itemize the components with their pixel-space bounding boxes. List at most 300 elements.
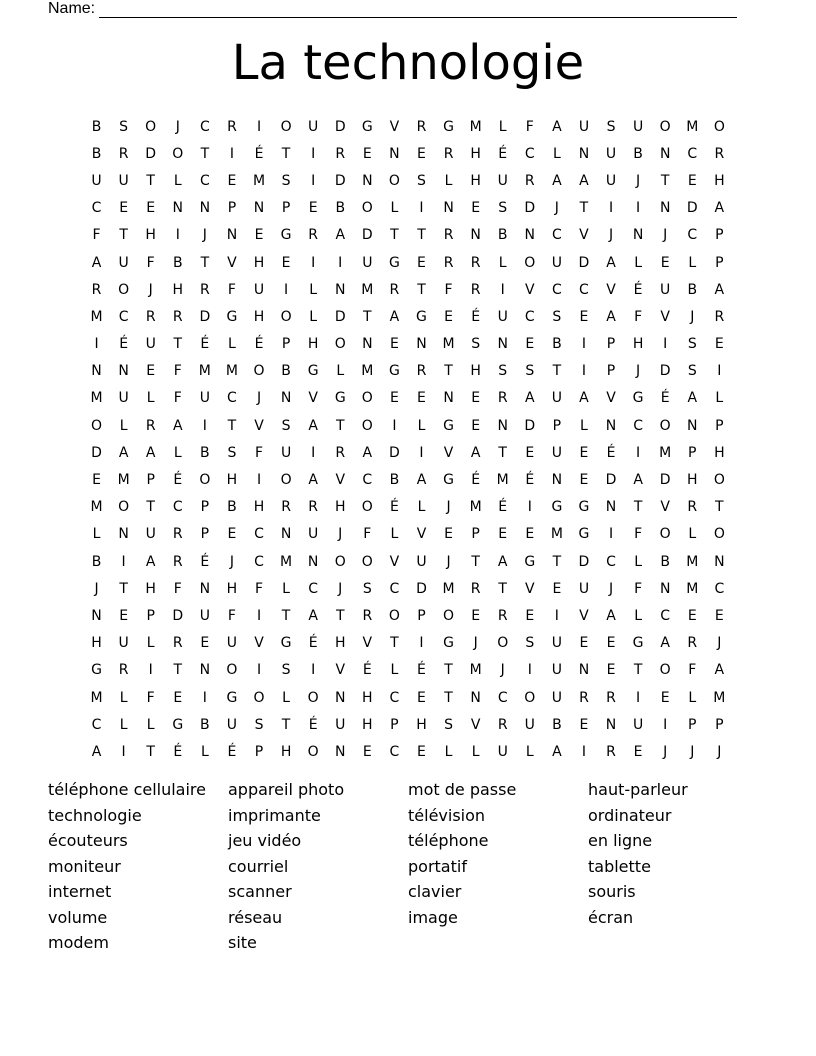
- grid-letter[interactable]: A: [91, 743, 102, 760]
- grid-letter[interactable]: O: [361, 390, 373, 407]
- grid-letter[interactable]: M: [469, 118, 482, 135]
- grid-letter[interactable]: I: [663, 716, 668, 733]
- grid-letter[interactable]: C: [579, 281, 589, 298]
- grid-letter[interactable]: V: [389, 553, 400, 570]
- grid-letter[interactable]: É: [227, 743, 237, 760]
- grid-letter[interactable]: T: [335, 607, 345, 624]
- grid-letter[interactable]: N: [659, 145, 671, 162]
- grid-letter[interactable]: U: [497, 172, 508, 189]
- grid-letter[interactable]: R: [443, 227, 454, 244]
- grid-letter[interactable]: V: [227, 254, 237, 271]
- grid-letter[interactable]: N: [443, 200, 454, 217]
- grid-letter[interactable]: N: [226, 227, 238, 244]
- grid-letter[interactable]: R: [416, 363, 427, 380]
- grid-letter[interactable]: T: [200, 254, 210, 271]
- grid-letter[interactable]: E: [227, 172, 237, 189]
- grid-letter[interactable]: T: [281, 145, 291, 162]
- grid-letter[interactable]: R: [579, 689, 589, 706]
- grid-letter[interactable]: B: [660, 553, 670, 570]
- grid-letter[interactable]: U: [118, 635, 129, 652]
- grid-letter[interactable]: M: [252, 172, 266, 189]
- grid-letter[interactable]: I: [202, 417, 207, 434]
- grid-letter[interactable]: D: [524, 417, 536, 434]
- grid-letter[interactable]: D: [659, 363, 671, 380]
- grid-letter[interactable]: A: [335, 227, 346, 244]
- grid-letter[interactable]: T: [173, 336, 183, 353]
- grid-letter[interactable]: L: [390, 200, 399, 217]
- grid-letter[interactable]: É: [417, 662, 426, 679]
- grid-letter[interactable]: E: [471, 390, 481, 407]
- grid-letter[interactable]: L: [282, 580, 290, 597]
- grid-letter[interactable]: E: [417, 254, 426, 271]
- grid-letter[interactable]: N: [118, 363, 129, 380]
- grid-letter[interactable]: L: [146, 390, 155, 407]
- grid-letter[interactable]: M: [686, 553, 699, 570]
- grid-letter[interactable]: T: [417, 227, 426, 244]
- grid-letter[interactable]: M: [469, 499, 482, 516]
- grid-letter[interactable]: C: [389, 743, 400, 760]
- grid-letter[interactable]: I: [636, 200, 641, 217]
- grid-letter[interactable]: T: [119, 227, 128, 244]
- grid-letter[interactable]: F: [92, 227, 101, 244]
- grid-letter[interactable]: H: [416, 716, 427, 733]
- grid-letter[interactable]: I: [175, 227, 180, 244]
- grid-letter[interactable]: J: [256, 390, 262, 407]
- grid-letter[interactable]: C: [687, 145, 698, 162]
- grid-letter[interactable]: É: [471, 308, 481, 325]
- grid-letter[interactable]: L: [146, 635, 155, 652]
- grid-letter[interactable]: R: [118, 145, 129, 162]
- grid-letter[interactable]: H: [145, 580, 156, 597]
- grid-letter[interactable]: A: [470, 444, 481, 461]
- grid-letter[interactable]: A: [91, 254, 102, 271]
- grid-letter[interactable]: R: [443, 254, 454, 271]
- grid-letter[interactable]: T: [498, 580, 507, 597]
- grid-letter[interactable]: E: [471, 417, 481, 434]
- grid-letter[interactable]: É: [308, 635, 318, 652]
- grid-letter[interactable]: J: [446, 499, 451, 516]
- grid-letter[interactable]: E: [119, 200, 129, 217]
- grid-letter[interactable]: I: [636, 689, 641, 706]
- grid-letter[interactable]: T: [633, 499, 643, 516]
- grid-letter[interactable]: I: [311, 145, 316, 162]
- grid-letter[interactable]: J: [608, 227, 614, 244]
- grid-letter[interactable]: R: [497, 716, 508, 733]
- grid-letter[interactable]: O: [388, 172, 400, 189]
- grid-letter[interactable]: H: [334, 499, 346, 516]
- grid-letter[interactable]: E: [525, 526, 535, 543]
- grid-letter[interactable]: L: [688, 689, 697, 706]
- grid-letter[interactable]: S: [362, 580, 372, 597]
- grid-letter[interactable]: R: [281, 499, 291, 516]
- grid-letter[interactable]: C: [362, 472, 373, 489]
- grid-letter[interactable]: J: [608, 580, 614, 597]
- grid-letter[interactable]: D: [91, 444, 102, 461]
- grid-letter[interactable]: N: [470, 689, 481, 706]
- grid-letter[interactable]: G: [307, 363, 319, 380]
- grid-letter[interactable]: D: [605, 472, 617, 489]
- grid-letter[interactable]: V: [335, 472, 346, 489]
- grid-letter[interactable]: H: [172, 281, 184, 298]
- grid-letter[interactable]: N: [172, 200, 184, 217]
- grid-letter[interactable]: S: [281, 662, 291, 679]
- grid-letter[interactable]: J: [663, 743, 668, 760]
- grid-letter[interactable]: V: [362, 635, 373, 652]
- grid-letter[interactable]: E: [308, 200, 318, 217]
- grid-letter[interactable]: C: [524, 308, 535, 325]
- grid-letter[interactable]: D: [389, 444, 400, 461]
- grid-letter[interactable]: H: [253, 254, 265, 271]
- grid-letter[interactable]: O: [334, 553, 346, 570]
- grid-letter[interactable]: C: [308, 580, 319, 597]
- grid-letter[interactable]: U: [551, 444, 562, 461]
- grid-letter[interactable]: I: [311, 444, 316, 461]
- grid-letter[interactable]: E: [417, 145, 426, 162]
- grid-letter[interactable]: E: [146, 200, 156, 217]
- grid-letter[interactable]: C: [633, 417, 643, 434]
- grid-letter[interactable]: D: [524, 200, 536, 217]
- grid-letter[interactable]: M: [659, 444, 672, 461]
- grid-letter[interactable]: T: [579, 200, 589, 217]
- grid-letter[interactable]: G: [416, 308, 427, 325]
- grid-letter[interactable]: E: [525, 444, 535, 461]
- grid-letter[interactable]: L: [200, 743, 209, 760]
- grid-letter[interactable]: A: [687, 390, 698, 407]
- grid-letter[interactable]: N: [335, 281, 346, 298]
- grid-letter[interactable]: V: [416, 526, 427, 543]
- grid-letter[interactable]: I: [581, 336, 587, 353]
- grid-letter[interactable]: N: [605, 417, 617, 434]
- grid-letter[interactable]: B: [91, 145, 102, 162]
- grid-letter[interactable]: É: [200, 553, 210, 570]
- grid-letter[interactable]: E: [687, 172, 697, 189]
- grid-letter[interactable]: C: [199, 172, 210, 189]
- grid-letter[interactable]: E: [444, 308, 453, 325]
- grid-letter[interactable]: S: [498, 200, 508, 217]
- grid-letter[interactable]: I: [581, 363, 587, 380]
- grid-letter[interactable]: H: [470, 145, 481, 162]
- grid-letter[interactable]: N: [578, 145, 590, 162]
- grid-letter[interactable]: N: [91, 363, 102, 380]
- grid-letter[interactable]: A: [606, 607, 616, 624]
- grid-letter[interactable]: U: [632, 716, 644, 733]
- grid-letter[interactable]: V: [606, 390, 616, 407]
- grid-letter[interactable]: J: [690, 308, 695, 325]
- grid-letter[interactable]: V: [389, 118, 400, 135]
- grid-letter[interactable]: J: [446, 553, 451, 570]
- grid-letter[interactable]: A: [633, 472, 643, 489]
- grid-letter[interactable]: O: [172, 145, 184, 162]
- grid-letter[interactable]: R: [470, 281, 481, 298]
- grid-letter[interactable]: F: [254, 444, 264, 461]
- grid-letter[interactable]: P: [254, 743, 264, 760]
- grid-letter[interactable]: O: [361, 499, 373, 516]
- grid-letter[interactable]: B: [200, 444, 210, 461]
- grid-letter[interactable]: E: [417, 743, 426, 760]
- grid-letter[interactable]: L: [119, 689, 128, 706]
- grid-letter[interactable]: A: [660, 635, 670, 652]
- grid-letter[interactable]: O: [524, 689, 536, 706]
- grid-letter[interactable]: H: [145, 227, 156, 244]
- grid-letter[interactable]: E: [471, 200, 481, 217]
- grid-letter[interactable]: E: [417, 689, 426, 706]
- grid-letter[interactable]: E: [471, 607, 481, 624]
- grid-letter[interactable]: P: [715, 254, 724, 271]
- grid-letter[interactable]: T: [390, 227, 399, 244]
- grid-letter[interactable]: U: [497, 308, 508, 325]
- grid-letter[interactable]: C: [91, 200, 102, 217]
- grid-letter[interactable]: C: [389, 580, 400, 597]
- grid-letter[interactable]: T: [660, 172, 670, 189]
- grid-letter[interactable]: R: [606, 743, 616, 760]
- grid-letter[interactable]: J: [663, 227, 668, 244]
- grid-letter[interactable]: B: [172, 254, 183, 271]
- grid-letter[interactable]: I: [311, 662, 316, 679]
- grid-letter[interactable]: P: [715, 227, 724, 244]
- grid-letter[interactable]: M: [361, 363, 374, 380]
- grid-letter[interactable]: B: [335, 200, 346, 217]
- grid-letter[interactable]: A: [606, 254, 616, 271]
- grid-letter[interactable]: T: [281, 607, 291, 624]
- grid-letter[interactable]: J: [554, 200, 559, 217]
- grid-letter[interactable]: J: [338, 526, 343, 543]
- grid-letter[interactable]: D: [199, 308, 211, 325]
- grid-letter[interactable]: U: [118, 390, 129, 407]
- grid-letter[interactable]: E: [552, 580, 562, 597]
- grid-letter[interactable]: M: [117, 472, 130, 489]
- grid-letter[interactable]: L: [390, 662, 399, 679]
- grid-letter[interactable]: J: [473, 635, 478, 652]
- grid-letter[interactable]: V: [308, 390, 318, 407]
- grid-letter[interactable]: S: [471, 336, 481, 353]
- grid-letter[interactable]: G: [388, 363, 400, 380]
- grid-letter[interactable]: I: [256, 472, 262, 489]
- grid-letter[interactable]: J: [202, 227, 207, 244]
- grid-letter[interactable]: U: [226, 635, 238, 652]
- grid-letter[interactable]: O: [713, 526, 725, 543]
- grid-letter[interactable]: J: [636, 363, 641, 380]
- grid-letter[interactable]: N: [91, 607, 102, 624]
- grid-letter[interactable]: R: [199, 281, 210, 298]
- grid-letter[interactable]: B: [687, 281, 698, 298]
- grid-letter[interactable]: C: [227, 390, 237, 407]
- grid-letter[interactable]: I: [284, 281, 289, 298]
- grid-letter[interactable]: J: [229, 553, 234, 570]
- grid-letter[interactable]: U: [280, 444, 292, 461]
- grid-letter[interactable]: H: [362, 689, 373, 706]
- grid-letter[interactable]: P: [471, 526, 480, 543]
- grid-letter[interactable]: T: [444, 689, 453, 706]
- grid-letter[interactable]: H: [470, 172, 481, 189]
- grid-letter[interactable]: G: [443, 417, 454, 434]
- grid-letter[interactable]: E: [579, 635, 589, 652]
- grid-letter[interactable]: H: [470, 363, 481, 380]
- grid-letter[interactable]: E: [362, 145, 372, 162]
- grid-letter[interactable]: G: [334, 390, 346, 407]
- grid-letter[interactable]: F: [173, 580, 182, 597]
- grid-letter[interactable]: G: [388, 254, 400, 271]
- grid-letter[interactable]: N: [280, 390, 292, 407]
- grid-letter[interactable]: L: [444, 172, 453, 189]
- grid-letter[interactable]: G: [551, 499, 563, 516]
- grid-letter[interactable]: L: [119, 417, 128, 434]
- grid-letter[interactable]: N: [307, 553, 319, 570]
- grid-letter[interactable]: T: [227, 417, 237, 434]
- grid-letter[interactable]: S: [444, 716, 453, 733]
- grid-letter[interactable]: T: [146, 499, 155, 516]
- grid-letter[interactable]: B: [91, 553, 102, 570]
- grid-letter[interactable]: M: [90, 689, 103, 706]
- grid-letter[interactable]: É: [308, 716, 318, 733]
- grid-letter[interactable]: U: [308, 118, 319, 135]
- grid-letter[interactable]: V: [254, 635, 264, 652]
- grid-letter[interactable]: T: [146, 743, 155, 760]
- grid-letter[interactable]: T: [552, 553, 562, 570]
- grid-letter[interactable]: F: [363, 526, 372, 543]
- grid-letter[interactable]: F: [688, 662, 697, 679]
- grid-letter[interactable]: I: [256, 607, 262, 624]
- grid-letter[interactable]: A: [579, 172, 589, 189]
- grid-letter[interactable]: E: [227, 526, 237, 543]
- grid-letter[interactable]: I: [148, 662, 153, 679]
- grid-letter[interactable]: U: [199, 390, 210, 407]
- grid-letter[interactable]: O: [253, 689, 265, 706]
- grid-letter[interactable]: G: [578, 499, 590, 516]
- grid-letter[interactable]: O: [361, 200, 373, 217]
- grid-letter[interactable]: M: [361, 281, 374, 298]
- grid-letter[interactable]: A: [714, 281, 725, 298]
- grid-letter[interactable]: G: [226, 308, 238, 325]
- grid-letter[interactable]: N: [605, 499, 617, 516]
- grid-letter[interactable]: U: [551, 662, 562, 679]
- grid-letter[interactable]: A: [714, 200, 725, 217]
- grid-letter[interactable]: I: [311, 172, 316, 189]
- grid-letter[interactable]: É: [254, 145, 264, 162]
- grid-letter[interactable]: H: [307, 336, 319, 353]
- grid-letter[interactable]: F: [634, 580, 643, 597]
- grid-letter[interactable]: C: [172, 499, 183, 516]
- grid-letter[interactable]: B: [633, 145, 643, 162]
- grid-letter[interactable]: N: [416, 336, 427, 353]
- grid-letter[interactable]: I: [338, 254, 343, 271]
- grid-letter[interactable]: B: [389, 472, 400, 489]
- grid-letter[interactable]: I: [608, 526, 614, 543]
- grid-letter[interactable]: O: [659, 662, 671, 679]
- grid-letter[interactable]: V: [525, 281, 535, 298]
- grid-letter[interactable]: T: [146, 172, 155, 189]
- grid-letter[interactable]: D: [578, 254, 590, 271]
- grid-letter[interactable]: T: [417, 281, 426, 298]
- grid-letter[interactable]: T: [363, 308, 372, 325]
- grid-letter[interactable]: H: [632, 336, 644, 353]
- grid-letter[interactable]: V: [525, 580, 535, 597]
- grid-letter[interactable]: D: [578, 553, 590, 570]
- grid-letter[interactable]: R: [389, 281, 400, 298]
- grid-letter[interactable]: I: [121, 553, 126, 570]
- grid-letter[interactable]: I: [202, 689, 207, 706]
- grid-letter[interactable]: E: [714, 607, 724, 624]
- grid-letter[interactable]: E: [417, 390, 426, 407]
- grid-letter[interactable]: N: [389, 145, 400, 162]
- grid-letter[interactable]: F: [254, 580, 264, 597]
- grid-letter[interactable]: N: [714, 553, 725, 570]
- grid-letter[interactable]: H: [714, 172, 725, 189]
- grid-letter[interactable]: F: [525, 118, 534, 135]
- grid-letter[interactable]: N: [551, 472, 563, 489]
- grid-letter[interactable]: J: [175, 118, 180, 135]
- grid-letter[interactable]: I: [311, 254, 316, 271]
- grid-letter[interactable]: R: [172, 635, 183, 652]
- grid-letter[interactable]: M: [496, 472, 509, 489]
- grid-letter[interactable]: E: [389, 336, 399, 353]
- grid-letter[interactable]: T: [200, 145, 210, 162]
- grid-letter[interactable]: B: [227, 499, 237, 516]
- grid-letter[interactable]: G: [226, 689, 238, 706]
- grid-letter[interactable]: A: [552, 172, 562, 189]
- grid-letter[interactable]: É: [471, 472, 481, 489]
- grid-letter[interactable]: A: [497, 553, 508, 570]
- grid-letter[interactable]: M: [90, 499, 103, 516]
- grid-letter[interactable]: E: [633, 743, 643, 760]
- grid-letter[interactable]: F: [146, 689, 155, 706]
- grid-letter[interactable]: S: [552, 308, 562, 325]
- grid-letter[interactable]: F: [634, 308, 643, 325]
- grid-letter[interactable]: S: [525, 635, 535, 652]
- grid-letter[interactable]: D: [686, 200, 698, 217]
- grid-letter[interactable]: A: [172, 417, 183, 434]
- grid-letter[interactable]: U: [660, 281, 671, 298]
- grid-letter[interactable]: R: [714, 145, 725, 162]
- grid-letter[interactable]: S: [281, 172, 291, 189]
- grid-letter[interactable]: M: [469, 662, 482, 679]
- grid-letter[interactable]: A: [714, 662, 725, 679]
- grid-letter[interactable]: N: [199, 580, 211, 597]
- grid-letter[interactable]: E: [525, 607, 535, 624]
- grid-letter[interactable]: N: [362, 336, 373, 353]
- grid-letter[interactable]: R: [524, 172, 535, 189]
- grid-letter[interactable]: É: [173, 472, 183, 489]
- grid-letter[interactable]: É: [119, 336, 129, 353]
- grid-letter[interactable]: S: [525, 363, 535, 380]
- grid-letter[interactable]: M: [442, 336, 455, 353]
- grid-letter[interactable]: H: [226, 580, 238, 597]
- grid-letter[interactable]: I: [229, 145, 234, 162]
- grid-letter[interactable]: T: [633, 662, 643, 679]
- grid-letter[interactable]: U: [335, 716, 346, 733]
- grid-letter[interactable]: E: [525, 336, 535, 353]
- grid-letter[interactable]: C: [199, 118, 210, 135]
- grid-letter[interactable]: P: [281, 200, 291, 217]
- grid-letter[interactable]: M: [686, 118, 699, 135]
- grid-letter[interactable]: U: [605, 145, 617, 162]
- grid-letter[interactable]: B: [552, 716, 562, 733]
- grid-letter[interactable]: O: [226, 662, 238, 679]
- grid-letter[interactable]: N: [605, 716, 617, 733]
- grid-letter[interactable]: I: [392, 417, 397, 434]
- grid-letter[interactable]: V: [254, 417, 264, 434]
- grid-letter[interactable]: J: [94, 580, 99, 597]
- grid-letter[interactable]: O: [280, 308, 292, 325]
- grid-letter[interactable]: P: [281, 336, 291, 353]
- grid-letter[interactable]: U: [416, 553, 427, 570]
- grid-letter[interactable]: V: [660, 499, 670, 516]
- grid-letter[interactable]: E: [200, 635, 210, 652]
- grid-letter[interactable]: V: [443, 444, 454, 461]
- grid-letter[interactable]: É: [173, 743, 183, 760]
- grid-letter[interactable]: L: [552, 145, 561, 162]
- grid-letter[interactable]: R: [416, 118, 427, 135]
- grid-letter[interactable]: G: [91, 662, 102, 679]
